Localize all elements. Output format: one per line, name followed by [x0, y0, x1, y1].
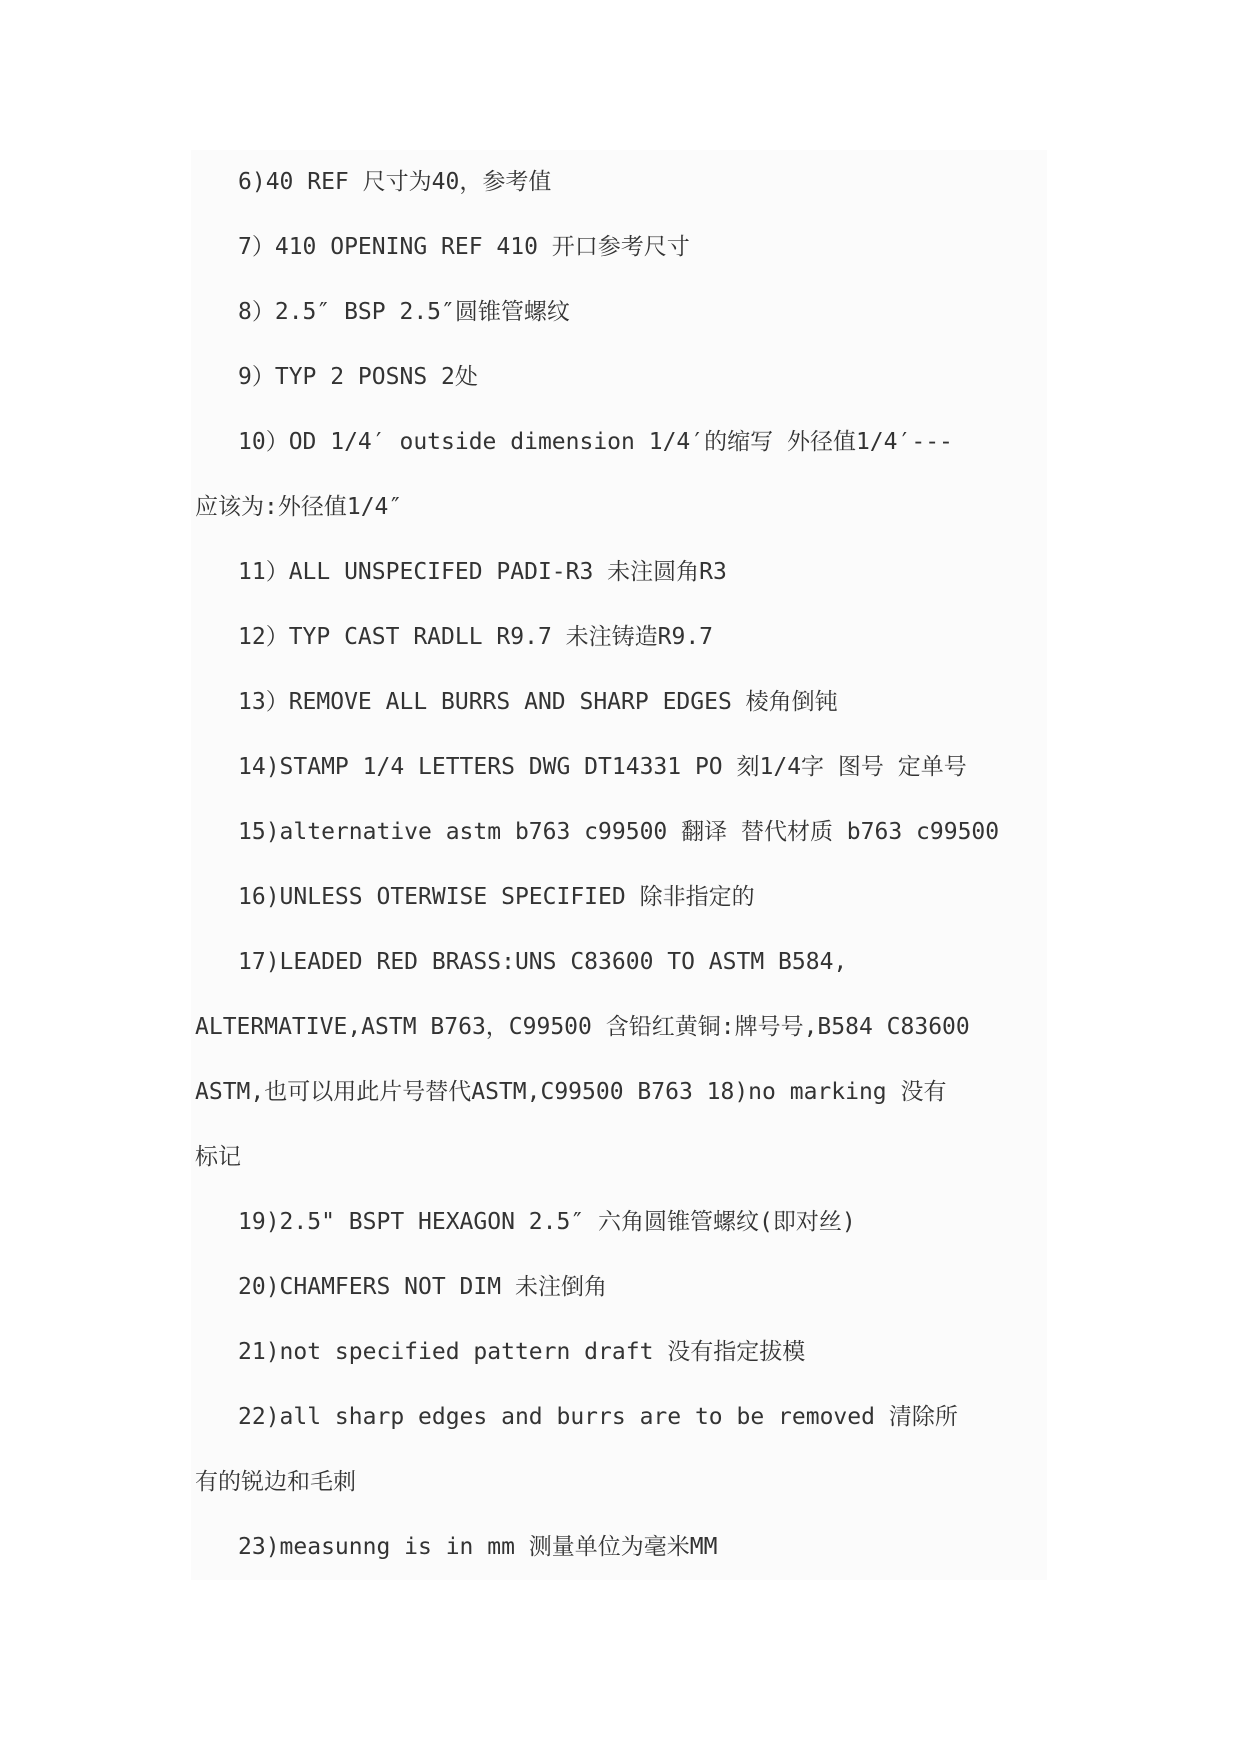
- line-6: 应该为:外径值1/4″: [195, 494, 403, 520]
- line-3: 8）2.5″ BSP 2.5″圆锥管螺纹: [238, 299, 570, 325]
- line-10: 14)STAMP 1/4 LETTERS DWG DT14331 PO 刻1/4字 图号 定单号: [238, 754, 967, 780]
- line-13: 17)LEADED RED BRASS:UNS C83600 TO ASTM B584,: [238, 949, 848, 975]
- line-5: 10）OD 1/4′ outside dimension 1/4′的缩写 外径值1/4′---: [238, 429, 953, 455]
- line-17: 19)2.5" BSPT HEXAGON 2.5″ 六角圆锥管螺纹(即对丝): [238, 1209, 856, 1235]
- line-2: 7）410 OPENING REF 410 开口参考尺寸: [238, 234, 690, 260]
- line-20: 22)all sharp edges and burrs are to be removed 清除所: [238, 1404, 958, 1430]
- line-1: 6)40 REF 尺寸为40，参考值: [238, 169, 552, 195]
- line-11: 15)alternative astm b763 c99500 翻译 替代材质 b763 c99500: [238, 819, 1000, 845]
- line-8: 12）TYP CAST RADLL R9.7 未注铸造R9.7: [238, 624, 714, 650]
- line-19: 21)not specified pattern draft 没有指定拔模: [238, 1339, 806, 1365]
- line-18: 20)CHAMFERS NOT DIM 未注倒角: [238, 1274, 607, 1300]
- line-22: 23)measunng is in mm 测量单位为毫米MM: [238, 1534, 718, 1560]
- line-7: 11）ALL UNSPECIFED PADI-R3 未注圆角R3: [238, 559, 727, 585]
- line-4: 9）TYP 2 POSNS 2处: [238, 364, 478, 390]
- line-9: 13）REMOVE ALL BURRS AND SHARP EDGES 棱角倒钝: [238, 689, 838, 715]
- line-21: 有的锐边和毛刺: [195, 1469, 356, 1495]
- line-15: ASTM,也可以用此片号替代ASTM,C99500 B763 18)no marking 没有: [195, 1079, 947, 1105]
- document-text: [195, 150, 1095, 1580]
- line-12: 16)UNLESS OTERWISE SPECIFIED 除非指定的: [238, 884, 755, 910]
- line-16: 标记: [195, 1144, 241, 1170]
- line-14: ALTERMATIVE,ASTM B763，C99500 含铅红黄铜:牌号号,B584 C83600: [195, 1014, 970, 1040]
